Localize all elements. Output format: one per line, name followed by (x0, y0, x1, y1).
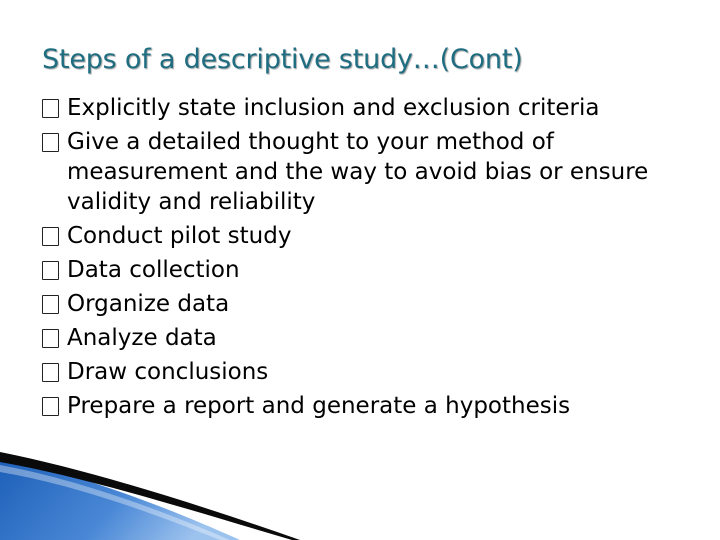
bullet-text: Conduct pilot study (67, 223, 292, 249)
slide-title: Steps of a descriptive study…(Cont) (42, 44, 523, 75)
bullet-text: Organize data (67, 291, 230, 317)
bullet-text: Give a detailed thought to your method of measurement and the way to avoid bias or ensure validity and reliability (67, 129, 649, 215)
bullet-text: Explicitly state inclusion and exclusion criteria (67, 95, 600, 121)
bullet-text: Analyze data (67, 325, 217, 351)
bullet-text: Draw conclusions (67, 359, 269, 385)
bullet-text: Prepare a report and generate a hypothesis (67, 393, 571, 419)
bullet-text: Data collection (67, 257, 240, 283)
